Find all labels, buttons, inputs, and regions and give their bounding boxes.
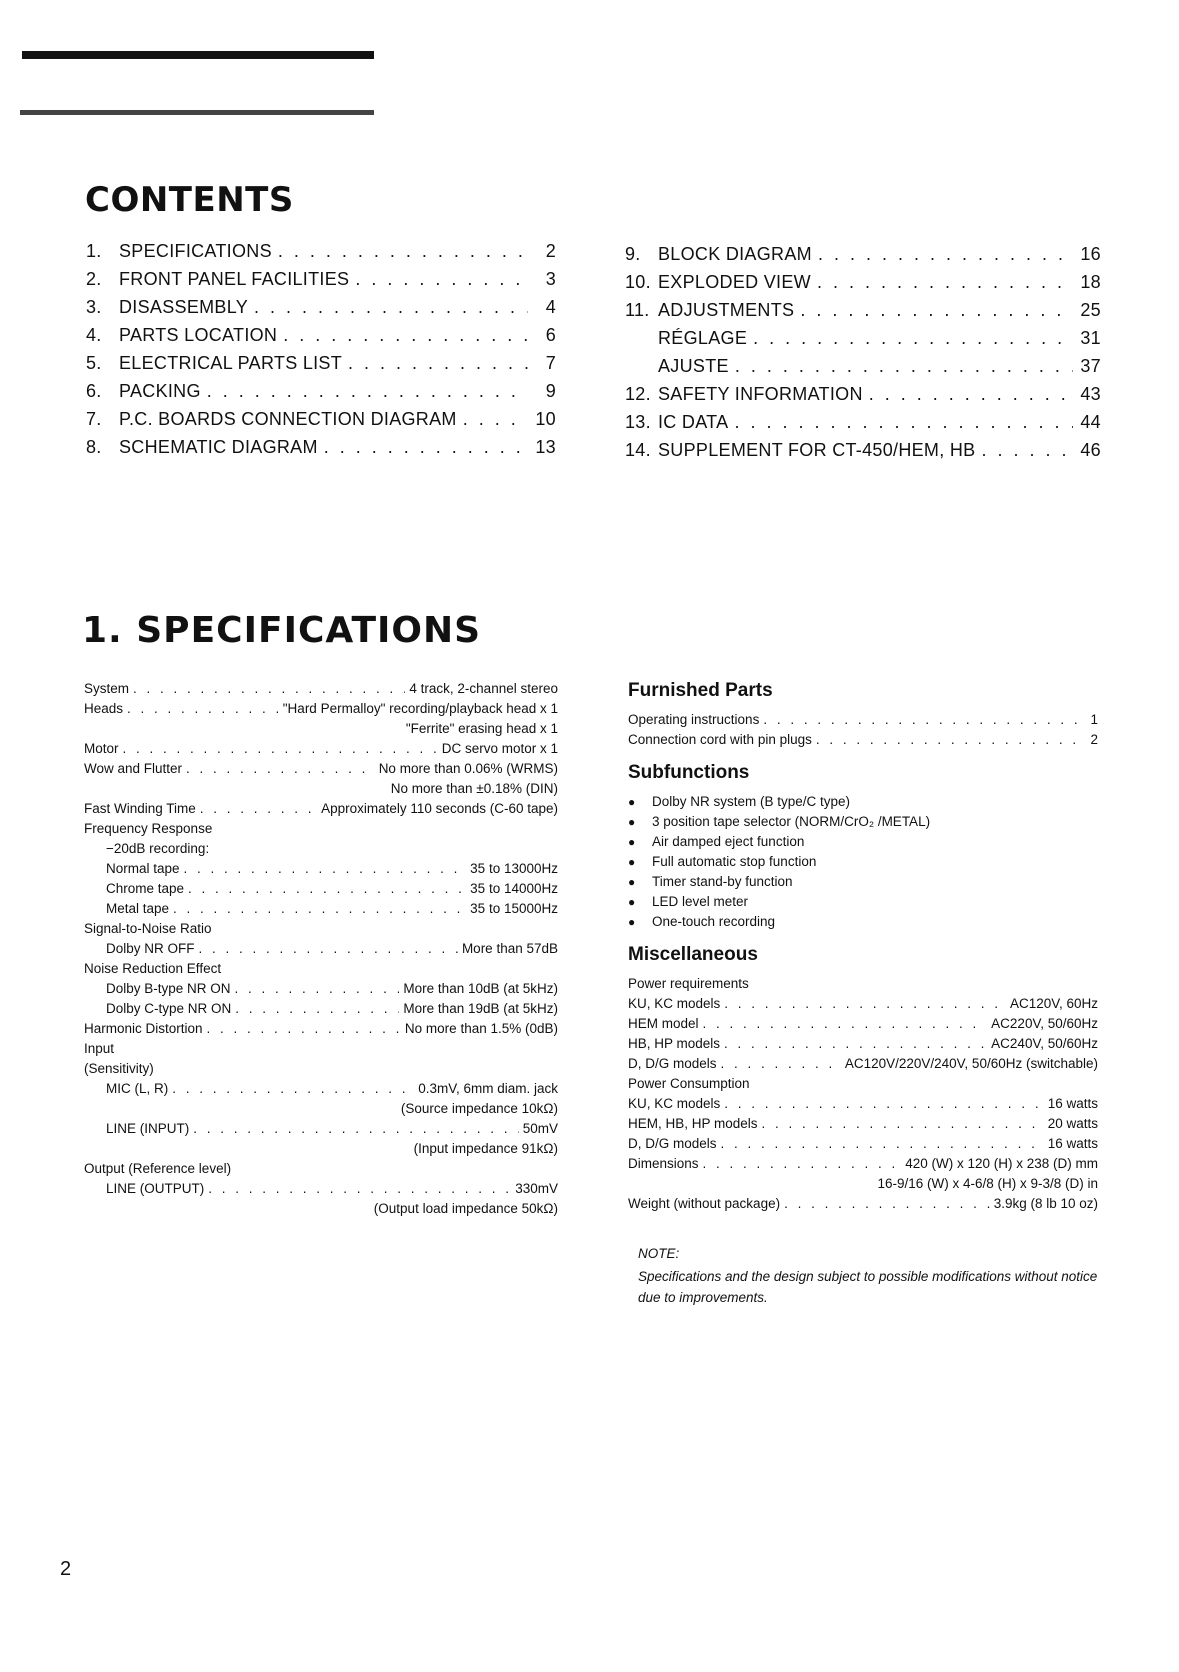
miscellaneous-heading: Miscellaneous bbox=[628, 944, 758, 965]
spec-label: Heads bbox=[84, 701, 124, 716]
contents-entry-page: 31 bbox=[1080, 328, 1101, 348]
contents-entry-number: 1. bbox=[86, 241, 102, 261]
spec-row-continuation bbox=[84, 1141, 558, 1161]
spec-row bbox=[628, 1016, 1098, 1036]
bullet-icon: ● bbox=[628, 855, 636, 869]
subfunction-text: Full automatic stop function bbox=[652, 854, 817, 869]
contents-entry bbox=[625, 300, 1101, 328]
dot-leader bbox=[800, 300, 1073, 321]
spec-value: More than 57dB bbox=[461, 941, 558, 956]
spec-group-heading: −20dB recording: bbox=[106, 841, 210, 856]
dot-leader bbox=[207, 381, 528, 402]
spec-group-heading: Power requirements bbox=[628, 976, 749, 991]
subfunction-text: Dolby NR system (B type/C type) bbox=[652, 794, 851, 809]
spec-group-heading: Power Consumption bbox=[628, 1076, 750, 1091]
dot-leader bbox=[193, 1121, 518, 1136]
dot-leader bbox=[324, 437, 528, 458]
subfunction-item bbox=[628, 914, 1098, 934]
spec-row bbox=[628, 1036, 1098, 1056]
contents-entry-title: RÉGLAGE bbox=[658, 328, 748, 348]
spec-row bbox=[628, 1156, 1098, 1176]
spec-label: Metal tape bbox=[106, 901, 170, 916]
dot-leader bbox=[784, 1196, 990, 1211]
dot-leader bbox=[184, 861, 467, 876]
contents-entry bbox=[86, 437, 556, 465]
furnished-parts-heading: Furnished Parts bbox=[628, 680, 773, 701]
spec-row-continuation bbox=[628, 1176, 1098, 1196]
spec-group-heading: Input bbox=[84, 1041, 115, 1056]
spec-value: AC240V, 50/60Hz bbox=[991, 1036, 1098, 1051]
contents-entry bbox=[625, 272, 1101, 300]
contents-entry bbox=[86, 297, 556, 325]
spec-row bbox=[84, 761, 558, 781]
dot-leader bbox=[235, 1001, 399, 1016]
spec-value: 1 bbox=[1090, 712, 1098, 727]
contents-entry-title: SAFETY INFORMATION bbox=[658, 384, 863, 404]
contents-entry bbox=[625, 384, 1101, 412]
spec-value: (Source impedance 10kΩ) bbox=[400, 1101, 558, 1116]
contents-entry bbox=[86, 353, 556, 381]
dot-leader bbox=[199, 941, 458, 956]
contents-entry bbox=[86, 381, 556, 409]
spec-row bbox=[84, 1121, 558, 1141]
subfunction-text: LED level meter bbox=[652, 894, 749, 909]
spec-row bbox=[628, 1136, 1098, 1156]
contents-entry-title: PARTS LOCATION bbox=[119, 325, 278, 345]
subfunction-text: Timer stand-by function bbox=[652, 874, 793, 889]
contents-entry-title: PACKING bbox=[119, 381, 201, 401]
spec-group-heading: Signal-to-Noise Ratio bbox=[84, 921, 212, 936]
spec-row bbox=[628, 1116, 1098, 1136]
contents-entry bbox=[625, 356, 1101, 384]
spec-label: HEM, HB, HP models bbox=[628, 1116, 758, 1131]
spec-label: KU, KC models bbox=[628, 1096, 721, 1111]
dot-leader bbox=[753, 328, 1073, 349]
spec-row bbox=[84, 1021, 558, 1041]
subfunction-item bbox=[628, 854, 1098, 874]
spec-label: Motor bbox=[84, 741, 119, 756]
spec-label: Dolby B-type NR ON bbox=[106, 981, 231, 996]
subfunction-text: Air damped eject function bbox=[652, 834, 805, 849]
contents-entry-number: 6. bbox=[86, 381, 102, 401]
spec-row-continuation bbox=[84, 1201, 558, 1221]
dot-leader bbox=[735, 356, 1073, 377]
spec-row bbox=[84, 981, 558, 1001]
contents-entry-page: 4 bbox=[545, 297, 556, 317]
spec-label: Wow and Flutter bbox=[84, 761, 183, 776]
spec-label: Harmonic Distortion bbox=[84, 1021, 203, 1036]
contents-entry-page: 25 bbox=[1080, 300, 1101, 320]
dot-leader bbox=[724, 1096, 1043, 1111]
bullet-icon: ● bbox=[628, 835, 636, 849]
spec-row-continuation bbox=[84, 781, 558, 801]
spec-row bbox=[84, 941, 558, 961]
bullet-icon: ● bbox=[628, 875, 636, 889]
spec-row-continuation bbox=[84, 1101, 558, 1121]
spec-label: Chrome tape bbox=[106, 881, 185, 896]
spec-row bbox=[84, 1081, 558, 1101]
spec-label: KU, KC models bbox=[628, 996, 721, 1011]
spec-label: D, D/G models bbox=[628, 1136, 717, 1151]
spec-row bbox=[84, 881, 558, 901]
spec-label: Dolby C-type NR ON bbox=[106, 1001, 232, 1016]
contents-entry bbox=[625, 328, 1101, 356]
dot-leader bbox=[724, 1036, 987, 1051]
subfunctions-heading: Subfunctions bbox=[628, 762, 750, 783]
spec-label: Operating instructions bbox=[628, 712, 760, 727]
spec-label: System bbox=[84, 681, 130, 696]
contents-entry-number: 13. bbox=[625, 412, 651, 432]
contents-entry bbox=[625, 440, 1101, 468]
dot-leader bbox=[283, 325, 528, 346]
dot-leader bbox=[355, 269, 528, 290]
subfunction-item bbox=[628, 874, 1098, 894]
dot-leader bbox=[348, 353, 528, 374]
spec-value: No more than ±0.18% (DIN) bbox=[390, 781, 558, 796]
subfunction-item bbox=[628, 794, 1098, 814]
contents-entry-number: 12. bbox=[625, 384, 651, 404]
spec-value: 16-9/16 (W) x 4-6/8 (H) x 9-3/8 (D) in bbox=[877, 1176, 1098, 1191]
contents-entry-page: 9 bbox=[545, 381, 556, 401]
spec-group-heading: (Sensitivity) bbox=[84, 1061, 154, 1076]
spec-label: Connection cord with pin plugs bbox=[628, 732, 812, 747]
page-number: 2 bbox=[60, 1558, 72, 1580]
dot-leader bbox=[278, 241, 528, 262]
contents-entry bbox=[86, 409, 556, 437]
spec-row bbox=[628, 1196, 1098, 1216]
contents-entry-title: BLOCK DIAGRAM bbox=[658, 244, 812, 264]
dot-leader bbox=[724, 996, 1006, 1011]
spec-row bbox=[84, 861, 558, 881]
dot-leader bbox=[123, 741, 438, 756]
spec-value: 330mV bbox=[515, 1181, 558, 1196]
contents-entry-title: P.C. BOARDS CONNECTION DIAGRAM bbox=[119, 409, 457, 429]
contents-entry-page: 7 bbox=[545, 353, 556, 373]
spec-group-heading: Noise Reduction Effect bbox=[84, 961, 222, 976]
spec-value: (Output load impedance 50kΩ) bbox=[373, 1201, 558, 1216]
spec-label: Normal tape bbox=[106, 861, 180, 876]
contents-entry-page: 18 bbox=[1080, 272, 1101, 292]
dot-leader bbox=[188, 881, 466, 896]
spec-value: "Ferrite" erasing head x 1 bbox=[405, 721, 558, 736]
furnished-parts-list bbox=[628, 712, 1098, 752]
contents-entry-number: 14. bbox=[625, 440, 651, 460]
contents-entry bbox=[86, 241, 556, 269]
dot-leader bbox=[721, 1056, 841, 1071]
spec-label: LINE (INPUT) bbox=[106, 1121, 190, 1136]
spec-value: AC120V, 60Hz bbox=[1009, 996, 1098, 1011]
dot-leader bbox=[763, 712, 1086, 727]
dot-leader bbox=[235, 981, 400, 996]
contents-entry-page: 10 bbox=[535, 409, 556, 429]
spec-row bbox=[628, 1096, 1098, 1116]
spec-value: Approximately 110 seconds (C-60 tape) bbox=[321, 801, 558, 816]
specifications-list bbox=[84, 681, 558, 1221]
dot-leader bbox=[254, 297, 528, 318]
contents-entry-title: EXPLODED VIEW bbox=[658, 272, 811, 292]
spec-value: 50mV bbox=[522, 1121, 558, 1136]
spec-value: "Hard Permalloy" recording/playback head x 1 bbox=[282, 701, 558, 716]
spec-row bbox=[628, 712, 1098, 732]
contents-entry-title: FRONT PANEL FACILITIES bbox=[119, 269, 350, 289]
spec-row bbox=[84, 701, 558, 721]
note-text: Specifications and the design subject to possible modifications without notice due to improvements. bbox=[638, 1269, 1098, 1305]
spec-row bbox=[84, 681, 558, 701]
spec-label: HB, HP models bbox=[628, 1036, 721, 1051]
contents-entry-title: SPECIFICATIONS bbox=[119, 241, 272, 261]
dot-leader bbox=[703, 1016, 988, 1031]
spec-value: 420 (W) x 120 (H) x 238 (D) mm bbox=[905, 1156, 1098, 1171]
spec-value: 35 to 15000Hz bbox=[470, 901, 558, 916]
spec-label: Dolby NR OFF bbox=[106, 941, 195, 956]
dot-leader bbox=[762, 1116, 1044, 1131]
spec-value: (Input impedance 91kΩ) bbox=[413, 1141, 558, 1156]
contents-entry-page: 6 bbox=[545, 325, 556, 345]
dot-leader bbox=[186, 761, 375, 776]
dot-leader bbox=[127, 701, 279, 716]
subfunctions-list bbox=[628, 794, 1098, 934]
spec-label: HEM model bbox=[628, 1016, 699, 1031]
bullet-icon: ● bbox=[628, 915, 636, 929]
spec-value: No more than 1.5% (0dB) bbox=[404, 1021, 558, 1036]
spec-row bbox=[84, 1181, 558, 1201]
spec-label: LINE (OUTPUT) bbox=[106, 1181, 205, 1196]
dot-leader bbox=[869, 384, 1073, 405]
contents-entry-page: 44 bbox=[1080, 412, 1101, 432]
contents-entry-page: 13 bbox=[535, 437, 556, 457]
dot-leader bbox=[173, 901, 466, 916]
contents-entry-title: ELECTRICAL PARTS LIST bbox=[119, 353, 343, 373]
spec-value: More than 10dB (at 5kHz) bbox=[403, 981, 558, 996]
spec-value: 0.3mV, 6mm diam. jack bbox=[418, 1081, 558, 1096]
spec-value: 3.9kg (8 lb 10 oz) bbox=[993, 1196, 1098, 1211]
contents-entry bbox=[625, 244, 1101, 272]
contents-entry-title: ADJUSTMENTS bbox=[658, 300, 795, 320]
subfunction-item bbox=[628, 894, 1098, 914]
specifications-title: 1. SPECIFICATIONS bbox=[82, 610, 482, 651]
contents-list-right bbox=[625, 244, 1101, 468]
contents-entry-page: 3 bbox=[545, 269, 556, 289]
contents-entry-number: 7. bbox=[86, 409, 102, 429]
contents-entry-page: 46 bbox=[1080, 440, 1101, 460]
subfunction-item bbox=[628, 834, 1098, 854]
dot-leader bbox=[816, 732, 1087, 747]
spec-row bbox=[628, 996, 1098, 1016]
top-rule-secondary bbox=[20, 110, 374, 115]
bullet-icon: ● bbox=[628, 895, 636, 909]
contents-entry bbox=[86, 325, 556, 353]
contents-entry-page: 16 bbox=[1080, 244, 1101, 264]
contents-entry-title: SUPPLEMENT FOR CT-450/HEM, HB bbox=[658, 440, 976, 460]
spec-value: AC120V/220V/240V, 50/60Hz (switchable) bbox=[844, 1056, 1098, 1071]
miscellaneous-list bbox=[628, 976, 1098, 1216]
contents-entry-title: SCHEMATIC DIAGRAM bbox=[119, 437, 318, 457]
spec-row bbox=[84, 741, 558, 761]
contents-entry-title: IC DATA bbox=[658, 412, 729, 432]
dot-leader bbox=[133, 681, 405, 696]
contents-entry bbox=[86, 269, 556, 297]
contents-entry-page: 43 bbox=[1080, 384, 1101, 404]
contents-entry-number: 3. bbox=[86, 297, 102, 317]
right-column bbox=[628, 680, 1098, 1216]
spec-row bbox=[628, 1056, 1098, 1076]
subfunction-text: 3 position tape selector (NORM/CrO₂ /METAL) bbox=[652, 814, 931, 829]
top-rule bbox=[22, 51, 374, 59]
spec-value: DC servo motor x 1 bbox=[441, 741, 558, 756]
spec-row bbox=[628, 732, 1098, 752]
contents-entry-number: 11. bbox=[625, 300, 650, 320]
spec-value: 16 watts bbox=[1047, 1136, 1098, 1151]
contents-entry-number: 10. bbox=[625, 272, 651, 292]
dot-leader bbox=[817, 272, 1073, 293]
spec-group-heading: Output (Reference level) bbox=[84, 1161, 232, 1176]
contents-title: CONTENTS bbox=[85, 180, 294, 220]
dot-leader bbox=[200, 801, 317, 816]
bullet-icon: ● bbox=[628, 795, 636, 809]
spec-label: D, D/G models bbox=[628, 1056, 717, 1071]
spec-value: 35 to 13000Hz bbox=[470, 861, 558, 876]
dot-leader bbox=[818, 244, 1073, 265]
note-heading: NOTE: bbox=[638, 1246, 680, 1261]
bullet-icon: ● bbox=[628, 815, 636, 829]
dot-leader bbox=[208, 1181, 511, 1196]
spec-label: Dimensions bbox=[628, 1156, 699, 1171]
spec-value: 4 track, 2-channel stereo bbox=[409, 681, 558, 696]
dot-leader bbox=[172, 1081, 414, 1096]
subfunction-text: One-touch recording bbox=[652, 914, 776, 929]
contents-entry-number: 9. bbox=[625, 244, 641, 264]
spec-group-heading: Frequency Response bbox=[84, 821, 213, 836]
contents-entry-page: 37 bbox=[1080, 356, 1101, 376]
spec-value: 2 bbox=[1090, 732, 1098, 747]
dot-leader bbox=[981, 440, 1073, 461]
contents-entry-number: 2. bbox=[86, 269, 102, 289]
spec-row-continuation bbox=[84, 721, 558, 741]
spec-value: AC220V, 50/60Hz bbox=[991, 1016, 1098, 1031]
contents-entry-page: 2 bbox=[545, 241, 556, 261]
spec-value: 16 watts bbox=[1047, 1096, 1098, 1111]
contents-entry-title: DISASSEMBLY bbox=[119, 297, 249, 317]
spec-label: Weight (without package) bbox=[628, 1196, 781, 1211]
contents-entry-number: 4. bbox=[86, 325, 102, 345]
spec-row bbox=[84, 1001, 558, 1021]
spec-value: No more than 0.06% (WRMS) bbox=[378, 761, 558, 776]
spec-value: 20 watts bbox=[1047, 1116, 1098, 1131]
subfunction-item bbox=[628, 814, 1098, 834]
spec-row bbox=[84, 801, 558, 821]
spec-label: MIC (L, R) bbox=[106, 1081, 169, 1096]
contents-entry-number: 5. bbox=[86, 353, 102, 373]
contents-list-left bbox=[86, 241, 556, 465]
spec-value: More than 19dB (at 5kHz) bbox=[403, 1001, 558, 1016]
spec-label: Fast Winding Time bbox=[84, 801, 196, 816]
dot-leader bbox=[207, 1021, 401, 1036]
dot-leader bbox=[463, 409, 528, 430]
contents-entry-number: 8. bbox=[86, 437, 102, 457]
dot-leader bbox=[703, 1156, 902, 1171]
contents-entry bbox=[625, 412, 1101, 440]
dot-leader bbox=[734, 412, 1073, 433]
contents-entry-title: AJUSTE bbox=[658, 356, 729, 376]
dot-leader bbox=[721, 1136, 1044, 1151]
spec-row bbox=[84, 901, 558, 921]
note bbox=[638, 1243, 1098, 1308]
spec-value: 35 to 14000Hz bbox=[470, 881, 558, 896]
